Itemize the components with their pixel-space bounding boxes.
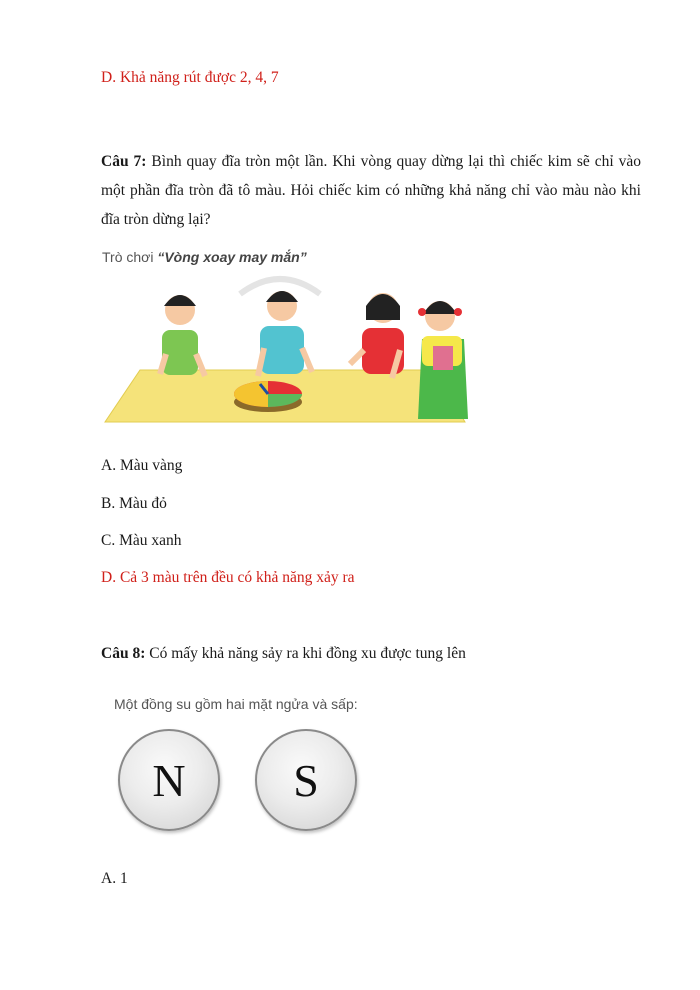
question-8 xyxy=(101,644,466,664)
child-green-shirt xyxy=(160,295,205,376)
q7-option-d-correct: D. Cả 3 màu trên đều có khả năng xảy ra xyxy=(101,569,355,586)
q7-option-b: B. Màu đỏ xyxy=(101,495,167,512)
coin-heads: N xyxy=(118,729,220,831)
question-7-label: Câu 7: xyxy=(101,153,147,170)
question-7-text: Bình quay đĩa tròn một lần. Khi vòng quay dừng lại thì chiếc kim sẽ chỉ vào một phần đĩa tròn đã tô màu. Hỏi chiếc kim có những khả năng chỉ vào màu nào khi đĩa tròn dừng lại? xyxy=(101,153,641,228)
coin-caption: Một đồng su gồm hai mặt ngửa và sấp: xyxy=(114,696,358,712)
child-blue-shirt xyxy=(258,291,312,376)
spin-game-caption-prefix: Trò chơi xyxy=(102,249,158,265)
coin-illustration xyxy=(112,694,382,844)
child-yellow-shirt xyxy=(418,301,468,419)
spin-wheel-illustration xyxy=(100,244,470,430)
previous-answer-d: D. Khả năng rút được 2, 4, 7 xyxy=(101,69,279,86)
q7-option-a: A. Màu vàng xyxy=(101,457,183,474)
spin-wheel xyxy=(234,381,302,412)
q8-option-a: A. 1 xyxy=(101,870,128,887)
child-red-shirt xyxy=(350,293,404,378)
spin-game-caption-title: “Vòng xoay may mắn” xyxy=(157,249,307,265)
question-7 xyxy=(101,147,641,234)
question-8-text: Có mấy khả năng sảy ra khi đồng xu được tung lên xyxy=(145,645,466,662)
question-8-label: Câu 8: xyxy=(101,645,146,662)
coin-tails: S xyxy=(255,729,357,831)
q7-option-c: C. Màu xanh xyxy=(101,532,182,549)
